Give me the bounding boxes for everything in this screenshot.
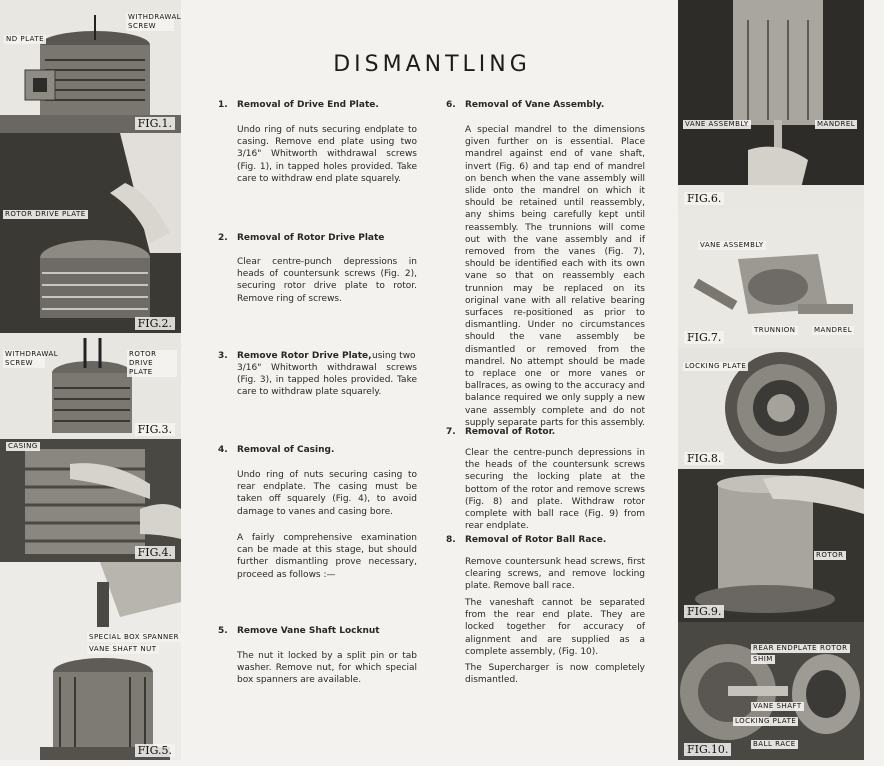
casing-removal-image [0, 439, 181, 562]
label-rotor-drive-plate: ROTOR DRIVE PLATE [5, 210, 86, 218]
figure-6-photo [678, 0, 864, 209]
figure-caption: FIG.3. [135, 423, 175, 436]
label-trunnion: TRUNNION [754, 326, 796, 334]
label-vane-shaft: VANE SHAFT [753, 702, 802, 710]
section-body: Clear the centre-punch depressions in the heads of the countersunk screws securing the locking plate at the bottom of the rotor and remove screws (Fig. 8) and plate. Withdraw rotor complete with ball race (Fig. 9) from rear endplate. [465, 448, 645, 532]
section-body: Undo ring of nuts securing endplate to casing. Remove end plate using two 3/16" Whitworth withdrawal screws (Fig. 1), in tapped holes provided. Take care to withdraw end plate squarely. [237, 125, 417, 184]
figure-caption: FIG.4. [135, 546, 175, 559]
label-special-box-spanner: SPECIAL BOX SPANNER [89, 633, 179, 641]
figure-8-photo [678, 348, 864, 469]
section-number: 1. [218, 100, 228, 110]
label-rear-endplate: REAR ENDPLATE [753, 644, 817, 652]
section-body: Remove countersunk head screws, first clearing screws, and remove locking plate. Remove ball race. [465, 557, 645, 592]
section-number: 4. [218, 445, 228, 455]
section-heading: Removal of Casing. [237, 445, 335, 455]
section-body-3: The Supercharger is now completely dismantled. [465, 663, 645, 686]
figure-1-photo [0, 0, 181, 133]
section-heading: Removal of Drive End Plate. [237, 100, 379, 110]
section-heading: Remove Vane Shaft Locknut [237, 626, 380, 636]
rotor-withdrawal-image [678, 469, 864, 622]
figure-7-photo [678, 209, 864, 348]
label-vane-assembly: VANE ASSEMBLY [685, 120, 749, 128]
section-number: 3. [218, 351, 228, 361]
section-number: 7. [446, 427, 456, 437]
label-locking-plate: LOCKING PLATE [735, 717, 797, 725]
section-heading-rest: using two [372, 351, 416, 361]
figure-caption: FIG.8. [684, 452, 724, 465]
figure-2-photo [0, 133, 181, 333]
label-withdrawal-screw: WITHDRAWAL SCREW [128, 13, 181, 30]
section-body: Clear centre-punch depressions in heads of countersunk screws (Fig. 2), securing rotor drive plate to rotor. Remove ring of screws. [237, 257, 417, 304]
section-body-2: A fairly comprehensive examination can be made at this stage, but should further dismantling prove necessary, proceed as follows :— [237, 533, 417, 580]
figure-caption: FIG.10. [684, 743, 731, 756]
box-spanner-image [0, 562, 181, 760]
label-vane-shaft-nut: VANE SHAFT NUT [89, 645, 157, 653]
vane-assembly-mandrel-image [678, 0, 864, 209]
section-heading: Remove Rotor Drive Plate, [237, 351, 372, 361]
figure-caption: FIG.6. [684, 192, 724, 205]
section-number: 5. [218, 626, 228, 636]
label-end-plate: ND PLATE [6, 35, 45, 43]
figure-caption: FIG.2. [135, 317, 175, 330]
section-heading: Removal of Rotor Drive Plate [237, 233, 385, 243]
section-number: 8. [446, 535, 456, 545]
figure-caption: FIG.1. [135, 117, 175, 130]
rotor-drive-plate-image [0, 133, 181, 333]
label-casing: CASING [8, 442, 38, 450]
label-ball-race: BALL RACE [753, 740, 796, 748]
section-body: A special mandrel to the dimensions given further on is essential. Place mandrel against end of vane shaft, invert (Fig. 6) and tap end of mandrel on bench when the vane assembly will slide onto the mandrel on which it should be retained until reassembly, any shims being carefully kept until reassembly. The trunnions will come out with the vane assembly and if removed from the vanes (Fig. 7), should be identified each with its own vane so that on reassembly each trunnion may be replaced on its original vane with all relative bearing surfaces re-positioned as prior to dismantling. Under no circumstances should the vane assembly be dismantled or removed from the mandrel. No attempt should be made to replace one or more vanes or ballraces, as owing to the accuracy and balance required we only supply a new vane assembly complete and do not supply separate parts for this assembly. [465, 125, 645, 428]
section-heading: Removal of Rotor. [465, 427, 556, 437]
figure-9-photo [678, 469, 864, 622]
right-text-column [446, 0, 646, 766]
figure-caption: FIG.9. [684, 605, 724, 618]
label-withdrawal-screw: WITHDRAWAL SCREW [5, 350, 59, 367]
label-mandrel: MANDREL [817, 120, 856, 128]
label-rotor-drive-plate: ROTOR DRIVE PLATE [127, 350, 177, 377]
label-locking-plate: LOCKING PLATE [685, 362, 747, 370]
figure-3-photo [0, 333, 181, 439]
section-number: 6. [446, 100, 456, 110]
figure-10-photo [678, 622, 864, 760]
figure-caption: FIG.5. [135, 744, 175, 757]
section-heading: Removal of Rotor Ball Race. [465, 535, 607, 545]
section-heading: Removal of Vane Assembly. [465, 100, 605, 110]
figure-caption: FIG.7. [684, 331, 724, 344]
section-body: The nut it locked by a split pin or tab washer. Remove nut, for which special box spanners are available. [237, 651, 417, 686]
label-shim: SHIM [753, 655, 773, 663]
section-number: 2. [218, 233, 228, 243]
section-body: 3/16" Whitworth withdrawal screws (Fig. 3), in tapped holes provided. Take care to withdraw plate squarely. [237, 363, 417, 398]
label-rotor: ROTOR [816, 551, 844, 559]
page-title: DISMANTLING [333, 52, 531, 77]
section-body: Undo ring of nuts securing casing to rear endplate. The casing must be taken off squarely (Fig. 4), to avoid damage to vanes and casing bore. [237, 470, 417, 517]
left-text-column [218, 0, 418, 766]
label-rotor: ROTOR [820, 644, 848, 652]
label-vane-assembly: VANE ASSEMBLY [700, 241, 764, 249]
label-mandrel: MANDREL [814, 326, 853, 334]
figure-5-photo [0, 562, 181, 760]
section-body-2: The vaneshaft cannot be separated from the rear end plate. They are locked together for accuracy of alignment and are supplied as a complete assembly, (Fig. 10). [465, 598, 645, 657]
figure-4-photo [0, 439, 181, 562]
